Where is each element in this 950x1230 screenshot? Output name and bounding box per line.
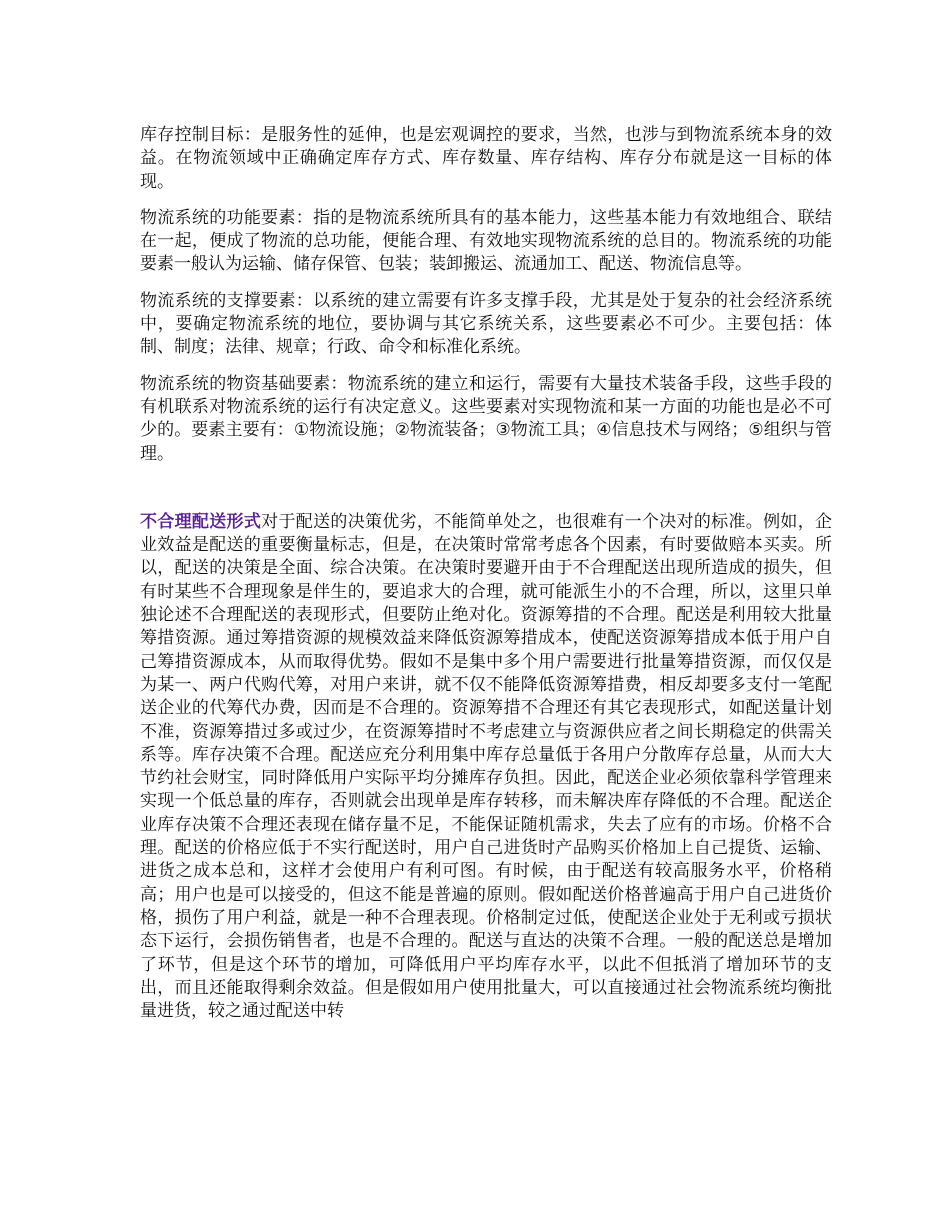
highlight-term: 不合理配送形式 [140, 511, 262, 532]
paragraph-material-elements: 物流系统的物资基础要素：物流系统的建立和运行，需要有大量技术装备手段，这些手段的有机联系对物流系统的运行有决定意义。这些要素对实现物流和某一方面的功能也是必不可少的。要素主要有：①物流设施；②物流装备；③物流工具；④信息技术与网络；⑤组织与管理。 [140, 373, 832, 464]
paragraph-functional-elements: 物流系统的功能要素：指的是物流系统所具有的基本能力，这些基本能力有效地组合、联结在一起，便成了物流的总功能，便能合理、有效地实现物流系统的总目的。物流系统的功能要素一般认为运输、储存保管、包装；装卸搬运、流通加工、配送、物流信息等。 [140, 207, 832, 275]
paragraph-support-elements: 物流系统的支撑要素：以系统的建立需要有许多支撑手段，尤其是处于复杂的社会经济系统中，要确定物流系统的地位，要协调与其它系统关系，这些要素必不可少。主要包括：体制、制度；法律、规章；行政、命令和标准化系统。 [140, 290, 832, 358]
section-spacer [140, 479, 832, 511]
document-page [140, 124, 832, 1036]
paragraph-inventory-control: 库存控制目标：是服务性的延伸，也是宏观调控的要求，当然，也涉与到物流系统本身的效益。在物流领域中正确确定库存方式、库存数量、库存结构、库存分布就是这一目标的体现。 [140, 125, 832, 192]
paragraph-unreasonable-distribution [140, 511, 832, 1024]
long-paragraph-body: 对于配送的决策优劣，不能简单处之，也很难有一个决对的标准。例如，企业效益是配送的重要衡量标志，但是，在决策时常常考虑各个因素，有时要做赔本买卖。所以，配送的决策是全面、综合决策。在决策时要避开由于不合理配送出现所造成的损失，但有时某些不合理现象是伴生的，要追求大的合理，就可能派生小的不合理，所以，这里只单独论述不合理配送的表现形式，但要防止绝对化。资源筹措的不合理。配送是利用较大批量筹措资源。通过筹措资源的规模效益来降低资源筹措成本，使配送资源筹措成本低于用户自己筹措资源成本，从而取得优势。假如不是集中多个用户需要进行批量筹措资源，而仅仅是为某一、两户代购代筹，对用户来讲，就不仅不能降低资源筹措费，相反却要多支付一笔配送企业的代筹代办费，因而是不合理的。资源筹措不合理还有其它表现形式，如配送量计划不准，资源筹措过多或过少，在资源筹措时不考虑建立与资源供应者之间长期稳定的供需关系等。库存决策不合理。配送应充分利用集中库存总量低于各用户分散库存总量，从而大大节约社会财宝，同时降低用户实际平均分摊库存负担。因此，配送企业必须依靠科学管理来实现一个低总量的库存，否则就会出现单是库存转移，而未解决库存降低的不合理。配送企业库存决策不合理还表现在储存量不足，不能保证随机需求，失去了应有的市场。价格不合理。配送的价格应低于不实行配送时，用户自己进货时产品购买价格加上自己提货、运输、进货之成本总和，这样才会使用户有利可图。有时候，由于配送有较高服务水平，价格稍高；用户也是可以接受的，但这不能是普遍的原则。假如配送价格普遍高于用户自己进货价格，损伤了用户利益，就是一种不合理表现。价格制定过低，使配送企业处于无利或亏损状态下运行，会损伤销售者，也是不合理的。配送与直达的决策不合理。一般的配送总是增加了环节，但是这个环节的增加，可降低用户平均库存水平，以此不但抵消了增加环节的支出，而且还能取得剩余效益。但是假如用户使用批量大，可以直接通过社会物流系统均衡批量进货，较之通过配送中转 [140, 511, 833, 1022]
